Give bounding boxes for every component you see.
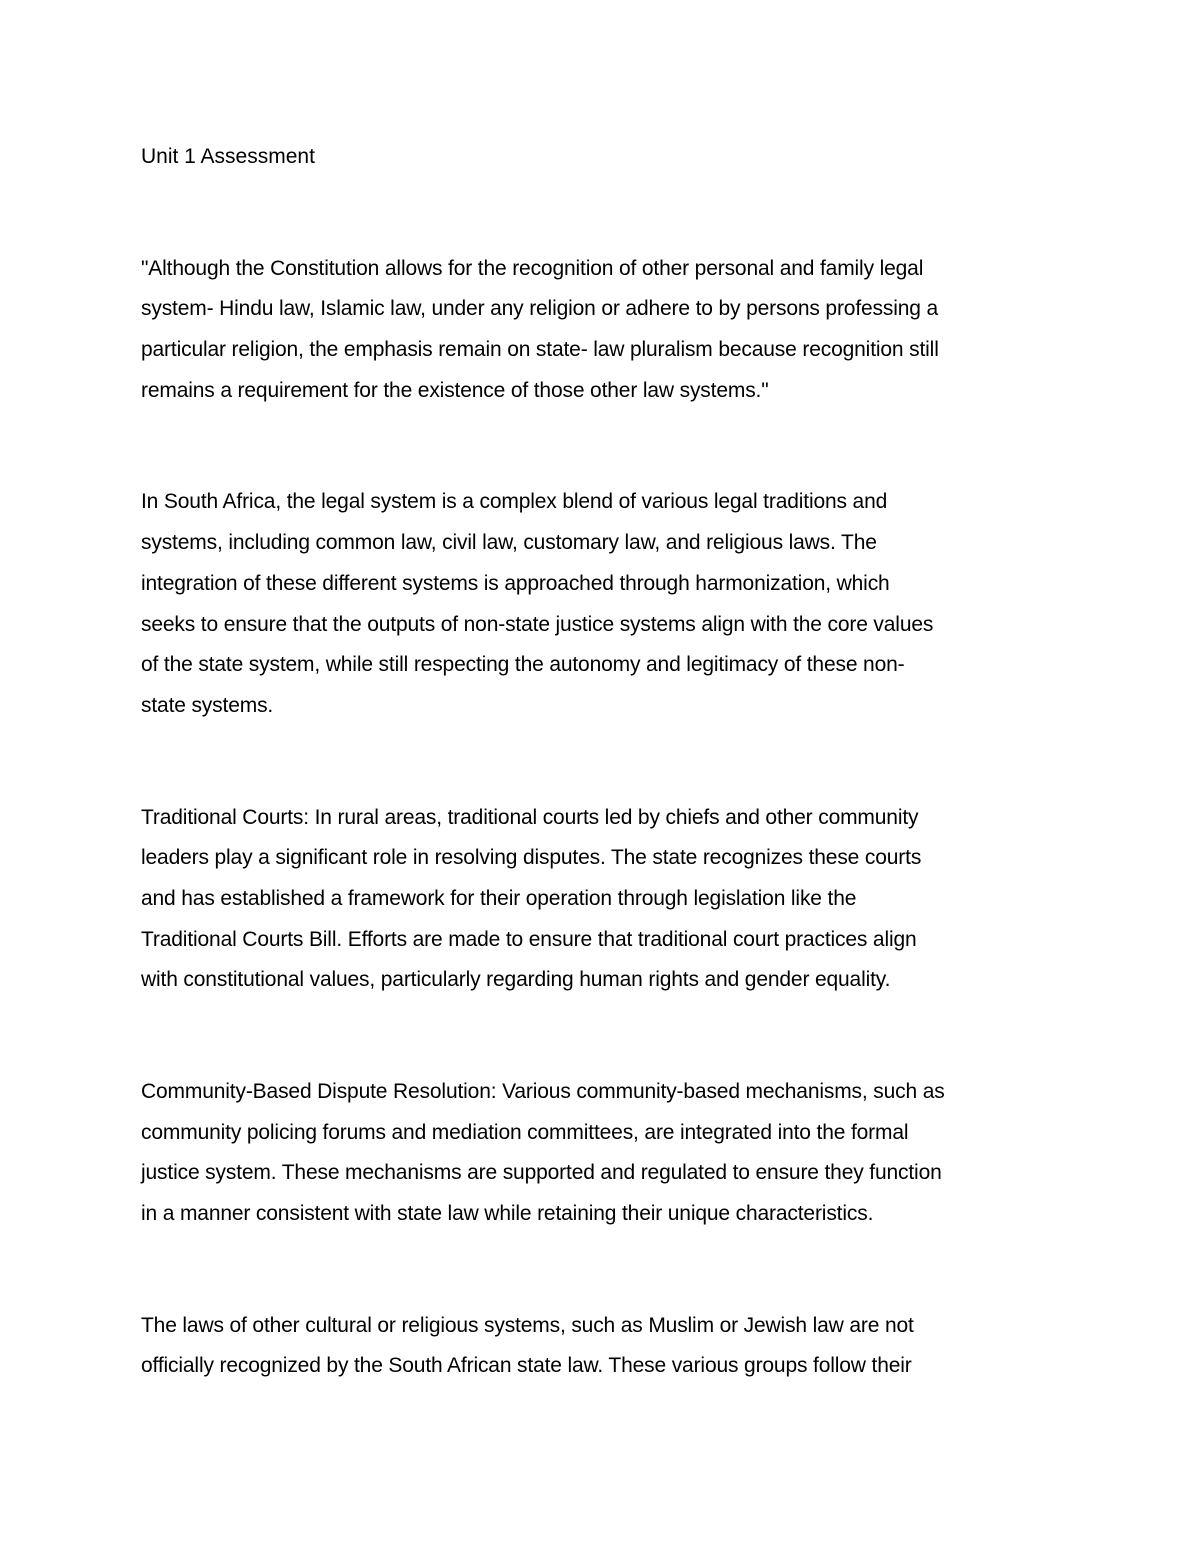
text-line: Traditional Courts Bill. Efforts are made to ensure that traditional court practices align [141,927,917,951]
text-line: of the state system, while still respecting the autonomy and legitimacy of these non- [141,653,905,677]
paragraph-other-laws [141,1306,1066,1387]
text-line: In South Africa, the legal system is a complex blend of various legal traditions and [141,490,888,514]
text-line: leaders play a significant role in resolving disputes. The state recognizes these courts [141,846,922,870]
text-line: systems, including common law, civil law, customary law, and religious laws. The [141,531,877,555]
text-line: system- Hindu law, Islamic law, under any religion or adhere to by persons professing a [141,297,939,321]
text-line: integration of these different systems is approached through harmonization, which [141,571,890,595]
text-line: Traditional Courts: In rural areas, traditional courts led by chiefs and other community [141,805,919,829]
paragraph-south-africa [141,482,1066,726]
text-line: particular religion, the emphasis remain on state- law pluralism because recognition still [141,338,939,362]
text-line: justice system. These mechanisms are supported and regulated to ensure they function [141,1161,942,1185]
text-line: remains a requirement for the existence of those other law systems." [141,378,769,402]
text-line: in a manner consistent with state law while retaining their unique characteristics. [141,1202,874,1226]
text-line: "Although the Constitution allows for the recognition of other personal and family legal [141,256,924,280]
document-title: Unit 1 Assessment [141,145,315,168]
text-line: with constitutional values, particularly regarding human rights and gender equality. [141,968,891,992]
paragraph-traditional-courts [141,798,1066,1001]
text-line: and has established a framework for their operation through legislation like the [141,886,857,910]
text-line: The laws of other cultural or religious systems, such as Muslim or Jewish law are not [141,1313,914,1337]
paragraph-quote [141,249,1066,412]
text-line: seeks to ensure that the outputs of non-state justice systems align with the core values [141,612,934,636]
text-line: state systems. [141,693,274,717]
text-line: officially recognized by the South African state law. These various groups follow their [141,1354,912,1378]
paragraph-community-dispute-resolution [141,1072,1066,1235]
text-line: Community-Based Dispute Resolution: Various community-based mechanisms, such as [141,1080,945,1103]
document-body [141,137,1066,1458]
text-line: community policing forums and mediation committees, are integrated into the formal [141,1120,909,1144]
